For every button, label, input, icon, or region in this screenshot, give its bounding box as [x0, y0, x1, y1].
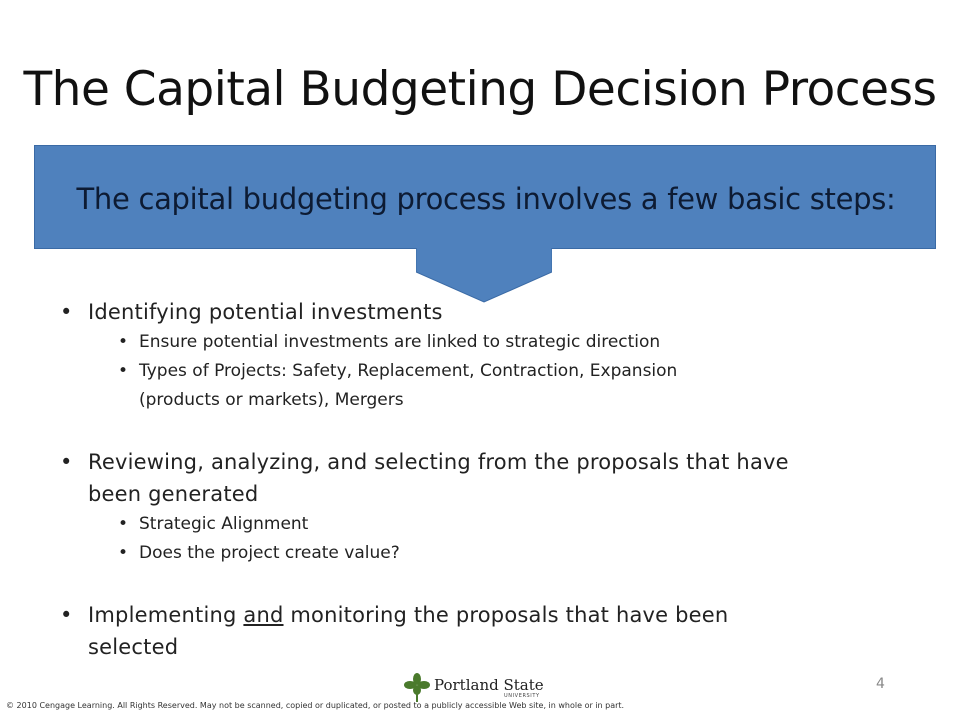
sub-item	[118, 510, 910, 539]
logo-subtitle: UNIVERSITY	[504, 693, 540, 699]
bullet-icon: •	[60, 300, 73, 324]
copyright-footer: © 2010 Cengage Learning. All Rights Reserved. May not be scanned, copied or duplicated, or posted to a publicly accessible Web site, in whole or in part.	[6, 701, 625, 710]
step-text-cont: been generated	[88, 482, 259, 506]
sub-item-text: Types of Projects: Safety, Replacement, Contraction, Expansion	[139, 361, 678, 381]
step-text: Reviewing, analyzing, and selecting from the proposals that have	[88, 450, 789, 474]
step-text-pre: Implementing	[88, 603, 244, 627]
steps-list	[60, 296, 910, 663]
sub-item	[118, 539, 910, 568]
bullet-icon: •	[118, 332, 129, 352]
sub-item	[118, 328, 910, 357]
sub-item-text: Strategic Alignment	[139, 514, 309, 534]
bullet-icon: •	[60, 450, 73, 474]
step-text-cont: selected	[88, 635, 179, 659]
portland-state-logo	[404, 672, 544, 704]
step-text: Identifying potential investments	[88, 300, 443, 324]
bullet-icon: •	[118, 543, 129, 563]
bullet-icon: •	[60, 603, 73, 627]
step-text-post: monitoring the proposals that have been	[283, 603, 729, 627]
callout-box	[34, 145, 936, 249]
step-item	[60, 599, 910, 663]
sub-item-text: Does the project create value?	[139, 543, 400, 563]
page-number: 4	[876, 676, 885, 692]
sub-item	[118, 357, 910, 415]
callout-text: The capital budgeting process involves a few basic steps:	[76, 182, 896, 216]
logo-name: Portland State	[434, 676, 544, 694]
step-item	[60, 446, 910, 510]
leaf-icon	[404, 673, 430, 703]
slide-title: The Capital Budgeting Decision Process	[23, 62, 937, 117]
bullet-icon: •	[118, 361, 129, 381]
step-text-underlined: and	[243, 603, 284, 627]
sub-item-text-cont: (products or markets), Mergers	[139, 390, 404, 410]
step-item	[60, 296, 910, 328]
bullet-icon: •	[118, 514, 129, 534]
sub-item-text: Ensure potential investments are linked to strategic direction	[139, 332, 661, 352]
